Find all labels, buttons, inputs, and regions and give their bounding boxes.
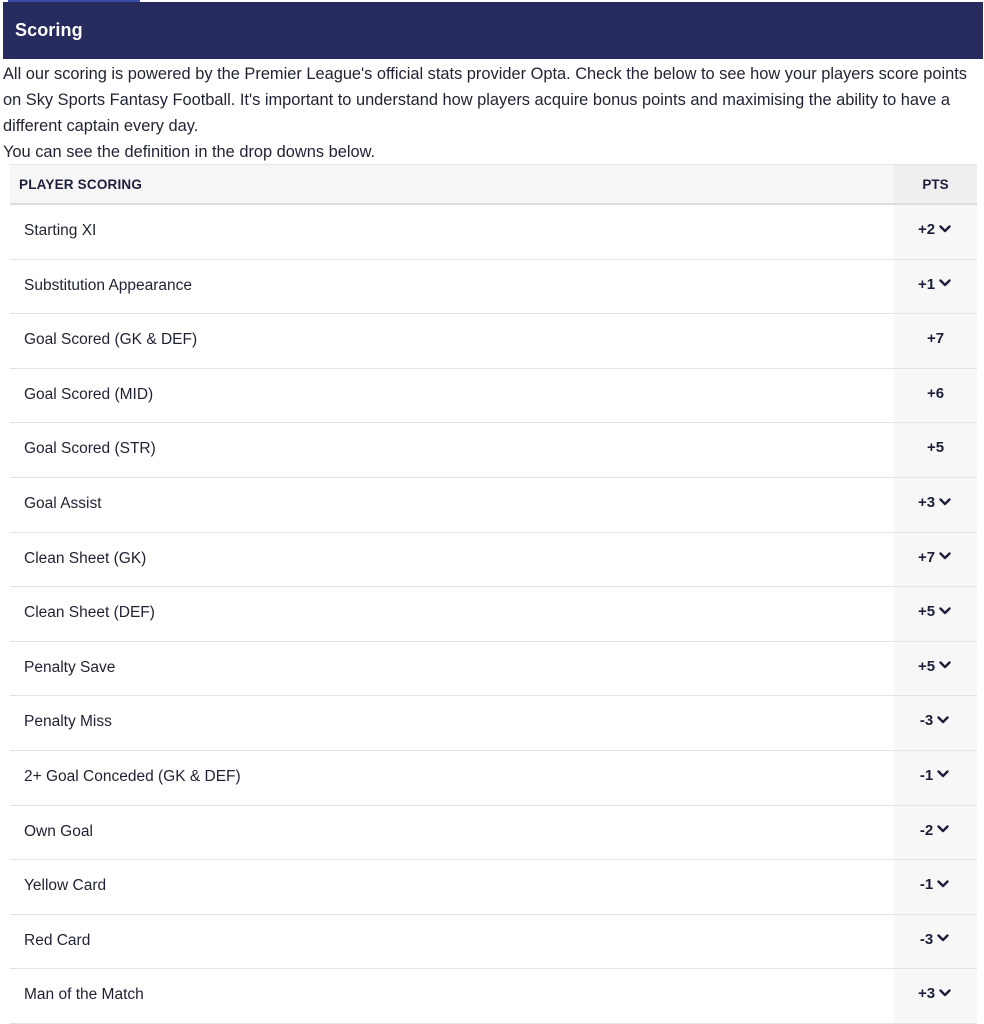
pts-cell xyxy=(894,423,977,477)
row-label: Goal Assist xyxy=(24,494,102,512)
pts-value: -2 xyxy=(919,821,934,839)
chevron-down-icon[interactable] xyxy=(937,716,949,724)
pts-value: +7 xyxy=(917,548,936,566)
pts-value: +7 xyxy=(926,330,945,348)
row-label: Clean Sheet (GK) xyxy=(24,549,147,567)
table-header xyxy=(10,164,977,205)
pts-cell[interactable] xyxy=(894,205,977,259)
row-label: Goal Scored (GK & DEF) xyxy=(24,331,198,349)
pts-wrapper xyxy=(894,985,977,1002)
table-row xyxy=(10,369,977,424)
pts-value: +6 xyxy=(926,384,945,402)
chevron-down-icon[interactable] xyxy=(939,225,951,233)
table-row[interactable] xyxy=(10,806,977,861)
pts-value: -1 xyxy=(919,766,934,784)
row-label: Yellow Card xyxy=(24,877,107,895)
pts-value: -3 xyxy=(919,712,934,730)
pts-wrapper xyxy=(894,385,977,402)
pts-value: +5 xyxy=(926,439,945,457)
row-label: Red Card xyxy=(24,931,91,949)
pts-value: -1 xyxy=(919,876,934,894)
pts-wrapper xyxy=(894,658,977,675)
pts-value: +5 xyxy=(917,657,936,675)
pts-cell[interactable] xyxy=(894,642,977,696)
pts-wrapper xyxy=(894,494,977,511)
chevron-down-icon[interactable] xyxy=(939,661,951,669)
intro-paragraph: All our scoring is powered by the Premier League's official stats provider Opta. Check the below to see how your players score points on Sky Sports Fantasy Football. It's important to understand how players acquire bonus points and maximising the ability to have a different captain every day. xyxy=(3,65,967,135)
pts-value: +3 xyxy=(917,985,936,1003)
chevron-down-icon[interactable] xyxy=(939,279,951,287)
pts-wrapper xyxy=(894,330,977,347)
pts-cell[interactable] xyxy=(894,860,977,914)
pts-value: +3 xyxy=(917,493,936,511)
pts-value: +1 xyxy=(917,275,936,293)
row-label: Goal Scored (STR) xyxy=(24,440,156,458)
row-label: Starting XI xyxy=(24,222,97,239)
table-row xyxy=(10,314,977,369)
scoring-table xyxy=(10,164,977,1024)
table-row[interactable] xyxy=(10,642,977,697)
scoring-header xyxy=(3,2,983,59)
column-header-player-scoring: PLAYER SCORING xyxy=(19,177,143,192)
chevron-down-icon[interactable] xyxy=(939,552,951,560)
row-label: Penalty Save xyxy=(24,658,116,676)
chevron-down-icon[interactable] xyxy=(937,880,949,888)
pts-cell xyxy=(894,369,977,423)
table-row[interactable] xyxy=(10,696,977,751)
chevron-down-icon[interactable] xyxy=(937,934,949,942)
pts-cell[interactable] xyxy=(894,969,977,1023)
row-label: 2+ Goal Conceded (GK & DEF) xyxy=(24,767,241,785)
row-label: Penalty Miss xyxy=(24,713,112,731)
row-label: Man of the Match xyxy=(24,986,144,1004)
table-row[interactable] xyxy=(10,478,977,533)
intro-text xyxy=(3,61,981,165)
pts-cell[interactable] xyxy=(894,696,977,750)
pts-wrapper xyxy=(894,931,977,948)
intro-hint: You can see the definition in the drop downs below. xyxy=(3,143,376,161)
pts-cell[interactable] xyxy=(894,533,977,587)
table-row[interactable] xyxy=(10,969,977,1024)
row-label: Own Goal xyxy=(24,822,93,840)
chevron-down-icon[interactable] xyxy=(939,989,951,997)
table-row[interactable] xyxy=(10,751,977,806)
column-header-pts-cell xyxy=(894,165,977,203)
pts-cell[interactable] xyxy=(894,587,977,641)
chevron-down-icon[interactable] xyxy=(939,607,951,615)
row-label: Clean Sheet (DEF) xyxy=(24,604,155,622)
pts-wrapper xyxy=(894,276,977,293)
pts-wrapper xyxy=(894,603,977,620)
chevron-down-icon[interactable] xyxy=(937,770,949,778)
pts-wrapper xyxy=(894,221,977,238)
row-label: Substitution Appearance xyxy=(24,276,193,294)
pts-wrapper xyxy=(894,439,977,456)
chevron-down-icon[interactable] xyxy=(939,498,951,506)
table-row[interactable] xyxy=(10,260,977,315)
table-row xyxy=(10,423,977,478)
pts-value: +2 xyxy=(917,221,936,238)
column-header-pts: PTS xyxy=(922,177,949,192)
table-row[interactable] xyxy=(10,205,977,260)
page-title: Scoring xyxy=(15,20,83,40)
pts-wrapper xyxy=(894,712,977,729)
pts-cell[interactable] xyxy=(894,260,977,314)
table-body xyxy=(10,205,977,1024)
pts-cell[interactable] xyxy=(894,806,977,860)
pts-cell[interactable] xyxy=(894,915,977,969)
pts-wrapper xyxy=(894,876,977,893)
pts-cell xyxy=(894,314,977,368)
pts-wrapper xyxy=(894,549,977,566)
pts-wrapper xyxy=(894,767,977,784)
pts-cell[interactable] xyxy=(894,478,977,532)
pts-wrapper xyxy=(894,822,977,839)
table-row[interactable] xyxy=(10,860,977,915)
table-row[interactable] xyxy=(10,587,977,642)
chevron-down-icon[interactable] xyxy=(937,825,949,833)
pts-value: +5 xyxy=(917,603,936,621)
table-row[interactable] xyxy=(10,915,977,970)
table-row[interactable] xyxy=(10,533,977,588)
row-label: Goal Scored (MID) xyxy=(24,385,154,403)
pts-value: -3 xyxy=(919,930,934,948)
pts-cell[interactable] xyxy=(894,751,977,805)
